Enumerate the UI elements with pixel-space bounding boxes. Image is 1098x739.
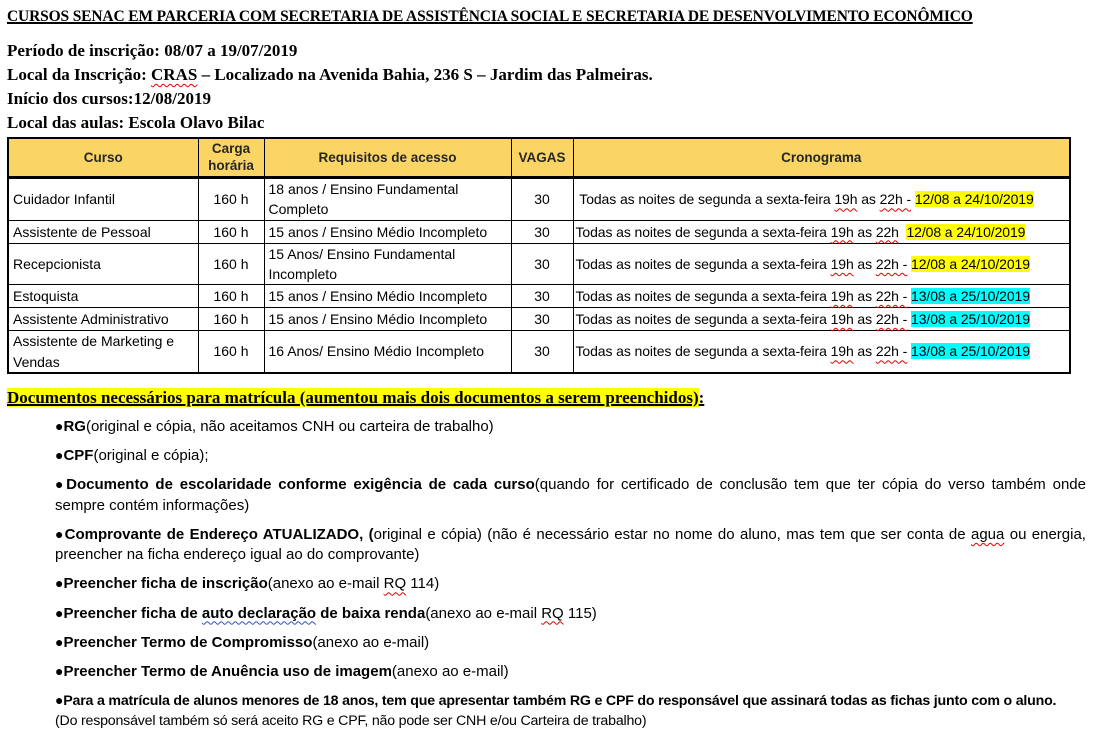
list-item	[55, 633, 1086, 653]
bullet-icon: ●	[55, 476, 67, 493]
text-segment: Preencher ficha de inscrição	[63, 575, 268, 593]
table-body	[8, 178, 1070, 373]
info-line	[7, 113, 1090, 132]
cell-curso: Recepcionista	[8, 243, 198, 285]
text-segment: (Do responsável também só será aceito RG e CPF, não pode ser CNH e/ou Carteira de trabalho)	[55, 712, 647, 729]
text-segment: as	[853, 223, 876, 240]
text-segment: RQ	[383, 575, 407, 593]
text-segment: Preencher ficha de	[63, 604, 202, 622]
text-segment: 22h -	[875, 311, 908, 328]
bullet-icon: ●	[55, 447, 64, 464]
list-item	[55, 446, 1086, 466]
text-segment: Todas as noites de segunda a sexta-feira	[575, 255, 831, 272]
bullet-icon: ●	[55, 575, 64, 592]
column-header: Curso	[8, 138, 198, 178]
text-segment: 19h	[830, 311, 854, 328]
table-header-row	[8, 138, 1070, 178]
text-segment: (original e cópia);	[93, 447, 209, 465]
table-row	[8, 285, 1070, 308]
text-segment: 115)	[563, 604, 597, 622]
section-heading-highlight: Documentos necessários para matrícula (aumentou mais dois documentos a serem preenchidos)	[7, 387, 699, 407]
table-row	[8, 331, 1070, 373]
list-item	[55, 417, 1086, 437]
cell-cronograma	[573, 285, 1070, 308]
text-segment: 22h -	[875, 288, 908, 305]
list-item	[55, 662, 1086, 682]
text-segment: de baixa renda	[316, 604, 426, 622]
cell-vagas: 30	[511, 220, 573, 243]
text-segment: as	[853, 311, 876, 328]
column-header: Carga horária	[198, 138, 264, 178]
text-segment: Local das aulas: Escola Olavo Bilac	[7, 113, 265, 133]
cell-vagas: 30	[511, 331, 573, 373]
text-segment: auto declaração	[201, 604, 317, 622]
cell-requisitos: 15 anos / Ensino Médio Incompleto	[264, 285, 511, 308]
text-segment: RG	[63, 417, 86, 435]
bullet-icon: ●	[55, 525, 65, 542]
cell-carga-horaria: 160 h	[198, 285, 264, 308]
text-segment: (anexo ao e-mail	[425, 604, 542, 622]
text-segment: 19h	[834, 191, 858, 208]
cell-requisitos: 15 anos / Ensino Médio Incompleto	[264, 220, 511, 243]
bullet-icon: ●	[55, 604, 64, 621]
cell-curso: Cuidador Infantil	[8, 178, 198, 221]
info-line	[7, 89, 1090, 108]
text-segment: Todas as noites de segunda a sexta-feira	[575, 343, 831, 360]
cell-curso: Assistente Administrativo	[8, 308, 198, 331]
table-row	[8, 178, 1070, 221]
list-item	[55, 691, 1086, 711]
bullet-list	[55, 417, 1086, 731]
column-header: Requisitos de acesso	[264, 138, 511, 178]
text-segment: Início dos cursos:12/08/2019	[7, 89, 212, 109]
info-line	[7, 41, 1090, 60]
highlighted-date: 12/08 a 24/10/2019	[914, 191, 1034, 208]
text-segment: ou energia, preencher na ficha endereço igual ao do comprovante)	[55, 525, 1086, 564]
column-header: VAGAS	[511, 138, 573, 178]
text-segment: Todas as noites de segunda a sexta-feira	[575, 191, 835, 208]
highlighted-date: 13/08 a 25/10/2019	[911, 311, 1030, 328]
cell-cronograma	[573, 220, 1070, 243]
text-segment: agua	[970, 525, 1005, 543]
text-segment: CRAS	[151, 65, 198, 85]
document-title: CURSOS SENAC EM PARCERIA COM SECRETARIA DE ASSISTÊNCIA SOCIAL E SECRETARIA DE DESENVOLVIMENTO ECONÔMICO	[7, 8, 973, 25]
cell-requisitos: 16 Anos/ Ensino Médio Incompleto	[264, 331, 511, 373]
text-segment: as	[853, 255, 876, 272]
cell-carga-horaria: 160 h	[198, 331, 264, 373]
cell-vagas: 30	[511, 178, 573, 221]
text-segment: 22h -	[875, 255, 908, 272]
cell-requisitos: 18 anos / Ensino Fundamental Completo	[264, 178, 511, 221]
text-segment: 22h	[875, 223, 899, 240]
text-segment: Comprovante de Endereço ATUALIZADO, (	[64, 525, 374, 543]
text-segment: Todas as noites de segunda a sexta-feira	[575, 288, 831, 305]
text-segment: as	[853, 343, 876, 360]
cell-cronograma	[573, 308, 1070, 331]
text-segment: (quando for certificado de conclusão tem que ter cópia do verso também onde sempre contém informações)	[55, 476, 1086, 514]
text-segment: (anexo ao e-mail)	[391, 663, 509, 681]
courses-table	[7, 137, 1071, 374]
cell-curso: Assistente de Marketing e Vendas	[8, 331, 198, 373]
text-segment: 19h	[830, 288, 854, 305]
cell-requisitos: 15 Anos/ Ensino Fundamental Incompleto	[264, 243, 511, 285]
text-segment: 19h	[830, 255, 854, 272]
cell-carga-horaria: 160 h	[198, 308, 264, 331]
info-lines	[7, 41, 1090, 132]
text-segment: original e cópia) (não é necessário estar no nome do aluno, mas tem que ser conta de	[373, 525, 971, 543]
bullet-icon: ●	[55, 692, 64, 709]
text-segment: Preencher Termo de Compromisso	[63, 633, 313, 651]
text-segment: 22h -	[875, 343, 908, 360]
column-header: Cronograma	[573, 138, 1070, 178]
cell-vagas: 30	[511, 243, 573, 285]
highlighted-date: 13/08 a 25/10/2019	[911, 343, 1030, 360]
highlighted-date: 12/08 a 24/10/2019	[906, 223, 1026, 240]
text-segment: as	[857, 191, 880, 208]
text-segment: 19h	[830, 343, 854, 360]
cell-curso: Estoquista	[8, 285, 198, 308]
highlighted-date: 13/08 a 25/10/2019	[911, 288, 1030, 305]
table-row	[8, 308, 1070, 331]
text-segment: (anexo ao e-mail	[267, 575, 384, 593]
cell-cronograma	[573, 243, 1070, 285]
cell-cronograma	[573, 178, 1070, 221]
bullet-icon: ●	[55, 417, 64, 434]
text-segment: as	[853, 288, 876, 305]
cell-vagas: 30	[511, 308, 573, 331]
text-segment: Período de inscrição: 08/07 a 19/07/2019	[7, 41, 298, 60]
table-row	[8, 220, 1070, 243]
text-segment: 22h -	[879, 191, 912, 208]
cell-vagas: 30	[511, 285, 573, 308]
cell-carga-horaria: 160 h	[198, 220, 264, 243]
text-segment: 19h	[830, 223, 854, 240]
cell-curso: Assistente de Pessoal	[8, 220, 198, 243]
section-heading-suffix: :	[698, 387, 705, 407]
list-item	[55, 475, 1086, 516]
cell-carga-horaria: 160 h	[198, 243, 264, 285]
list-item	[55, 525, 1086, 566]
info-line	[7, 65, 1090, 84]
text-segment: Todas as noites de segunda a sexta-feira	[575, 311, 831, 328]
list-item	[55, 574, 1086, 594]
bullet-icon: ●	[55, 663, 64, 680]
list-item	[55, 604, 1086, 624]
cell-requisitos: 15 anos / Ensino Médio Incompleto	[264, 308, 511, 331]
table-row	[8, 243, 1070, 285]
text-segment: Para a matrícula de alunos menores de 18 anos, tem que apresentar também RG e CPF do responsável que assinará todas as fichas junto com o aluno.	[63, 693, 1057, 710]
text-segment: RQ	[541, 604, 564, 622]
text-segment: CPF	[63, 447, 94, 465]
cell-cronograma	[573, 331, 1070, 373]
text-segment: (original e cópia, não aceitamos CNH ou carteira de trabalho)	[85, 417, 494, 435]
text-segment: – Localizado na Avenida Bahia, 236 S – Jardim das Palmeiras.	[197, 65, 653, 85]
text-segment: (anexo ao e-mail)	[312, 633, 430, 651]
list-item	[55, 712, 1086, 731]
highlighted-date: 12/08 a 24/10/2019	[911, 255, 1030, 272]
text-segment: Local da Inscrição:	[7, 65, 152, 85]
text-segment: Preencher Termo de Anuência uso de imagem	[63, 663, 392, 681]
text-segment: 114)	[406, 575, 440, 593]
section-heading	[7, 388, 1090, 408]
text-segment: Todas as noites de segunda a sexta-feira	[575, 223, 831, 240]
bullet-icon: ●	[55, 633, 64, 650]
cell-carga-horaria: 160 h	[198, 178, 264, 221]
text-segment: Documento de escolaridade conforme exigência de cada curso	[66, 476, 535, 494]
